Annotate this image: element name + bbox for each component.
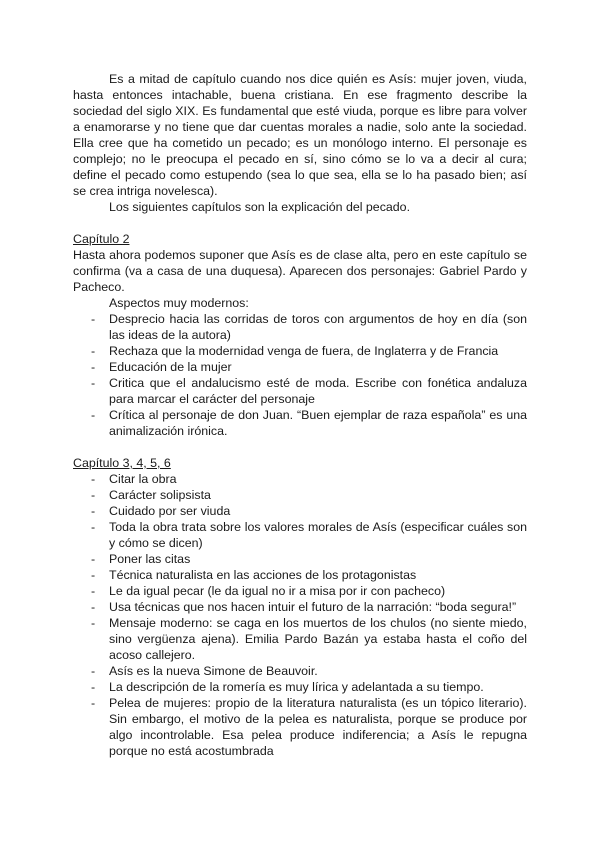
chapter2-subheading: Aspectos muy modernos: [109,296,249,310]
list-item: - Rechaza que la modernidad venga de fuera, de Inglaterra y de Francia [73,343,527,359]
list-item: - Crítica al personaje de don Juan. “Buen ejemplar de raza española” es una animalización irónica. [73,407,527,439]
chapter3to6-list [73,471,527,759]
intro-paragraph: Es a mitad de capítulo cuando nos dice quién es Asís: mujer joven, viuda, hasta entonces intachable, buena cristiana. En ese fragmento describe la sociedad del siglo XIX. Es fundamental que esté viuda, porque es libre para volver a enamorarse y no tiene que dar cuentas morales a nadie, solo ante la sociedad. Ella cree que ha cometido un pecado; es un monólogo interno. El personaje es complejo; no le preocupa el pecado en sí, sino cómo se lo va a decir al cura; define el pecado como estupendo (sea lo que sea, ella se lo ha pasado bien; así se crea intriga novelesca). [73,72,527,198]
chapter2-list [73,311,527,439]
list-item: - Mensaje moderno: se caga en los muertos de los chulos (no siente miedo, sino vergüenza ajena). Emilia Pardo Bazán ya estaba hasta el coño del acoso callejero. [73,615,527,663]
list-item: - Desprecio hacia las corridas de toros con argumentos de hoy en día (son las ideas de la autora) [73,311,527,343]
list-item: - Critica que el andalucismo esté de moda. Escribe con fonética andaluza para marcar el carácter del personaje [73,375,527,407]
spacer [73,215,527,231]
list-item: - Técnica naturalista en las acciones de los protagonistas [73,567,527,583]
intro-note: Los siguientes capítulos son la explicación del pecado. [109,200,411,214]
chapter3to6-heading: Capítulo 3, 4, 5, 6 [73,456,171,470]
chapter2-heading: Capítulo 2 [73,232,130,246]
list-item: - Cuidado por ser viuda [73,503,527,519]
spacer [73,439,527,455]
chapter2-paragraph: Hasta ahora podemos suponer que Asís es de clase alta, pero en este capítulo se confirma (va a casa de una duquesa). Aparecen dos personajes: Gabriel Pardo y Pacheco. [73,248,527,294]
document-page [73,71,527,759]
list-item: - Poner las citas [73,551,527,567]
list-item: - Carácter solipsista [73,487,527,503]
list-item: - Asís es la nueva Simone de Beauvoir. [73,663,527,679]
list-item: - Toda la obra trata sobre los valores morales de Asís (especificar cuáles son y cómo se dicen) [73,519,527,551]
list-item: - Usa técnicas que nos hacen intuir el futuro de la narración: “boda segura!” [73,599,527,615]
list-item: - Citar la obra [73,471,527,487]
list-item: - Le da igual pecar (le da igual no ir a misa por ir con pacheco) [73,583,527,599]
list-item: - Educación de la mujer [73,359,527,375]
list-item: - La descripción de la romería es muy lírica y adelantada a su tiempo. [73,679,527,695]
list-item: - Pelea de mujeres: propio de la literatura naturalista (es un tópico literario). Sin embargo, el motivo de la pelea es naturalista, porque se produce por algo incontrolable. Esa pelea produce indiferencia; a Asís le repugna porque no está acostumbrada [73,695,527,759]
